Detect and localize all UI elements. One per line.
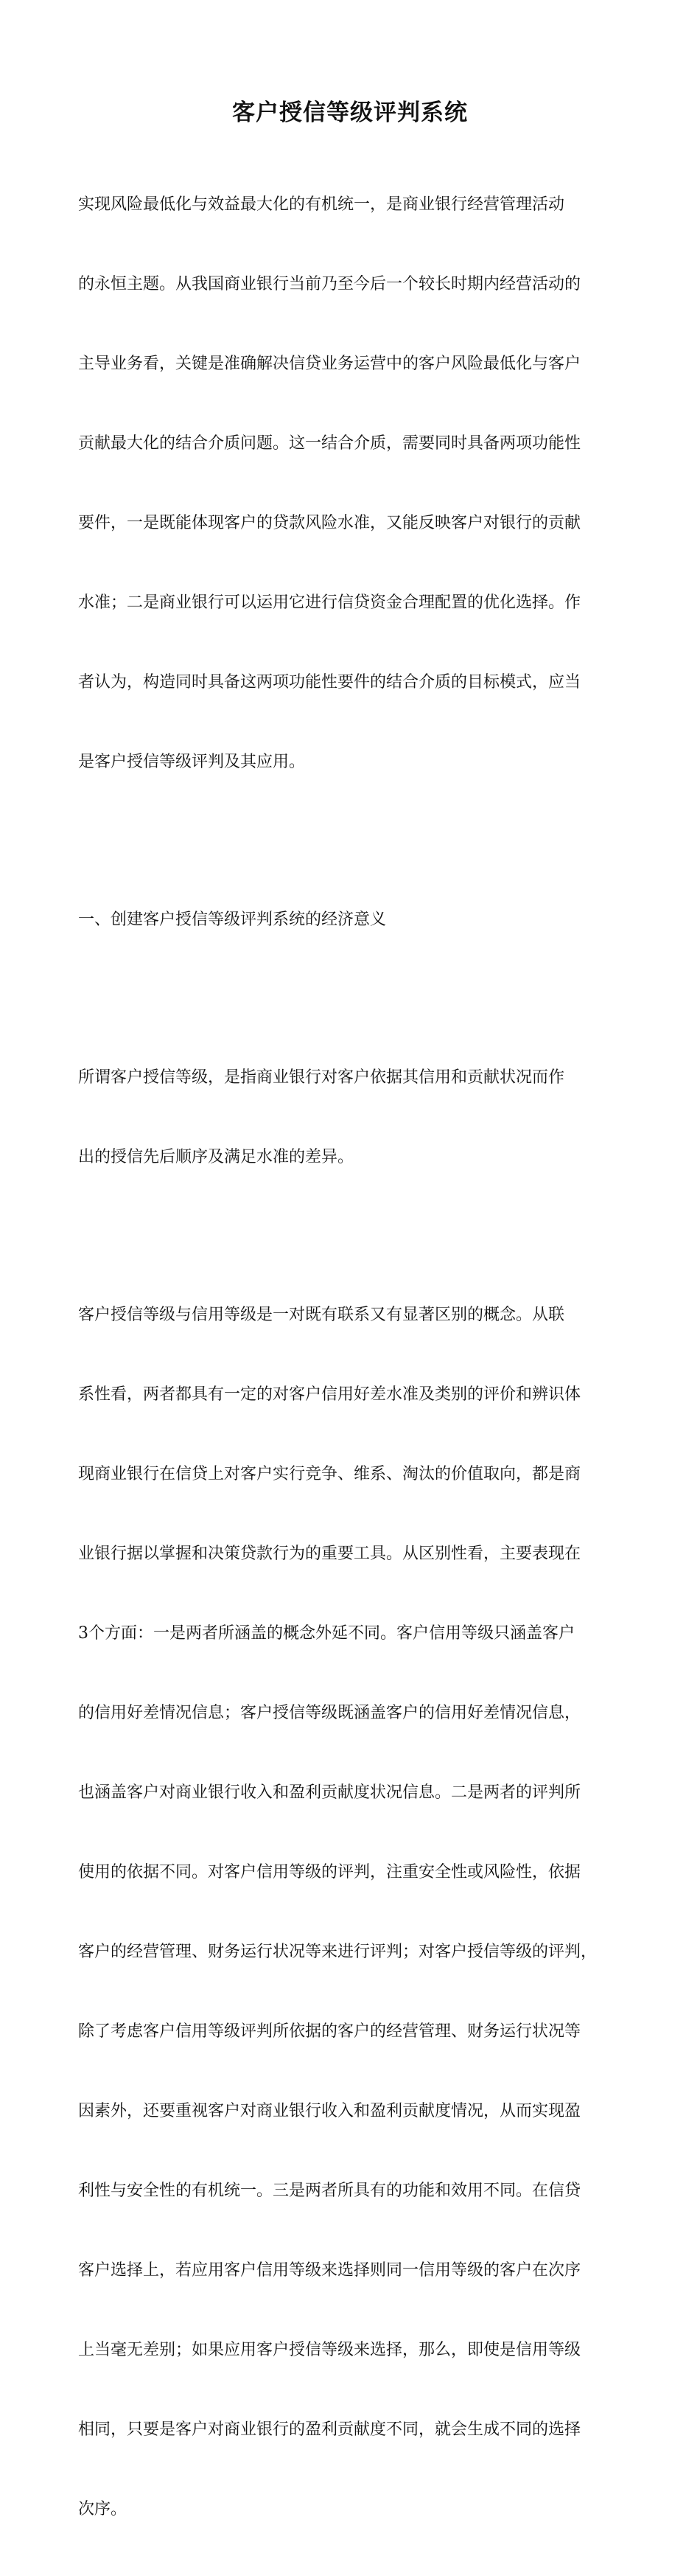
intro-paragraph	[78, 139, 631, 829]
text-line: 3个方面：一是两者所涵盖的概念外延不同。客户信用等级只涵盖客户	[78, 1624, 575, 1643]
text-line: 主导业务看，关键是准确解决信贷业务运营中的客户风险最低化与客户	[78, 355, 581, 373]
text-line: 相同，只要是客户对商业银行的盈利贡献度不同，就会生成不同的选择	[78, 2420, 581, 2439]
text-line: 客户的经营管理、财务运行状况等来进行评判；对客户授信等级的评判，	[78, 1943, 598, 1961]
definition-paragraph	[78, 1012, 631, 1224]
text-line: 也涵盖客户对商业银行收入和盈利贡献度状况信息。二是两者的评判所	[78, 1783, 581, 1802]
text-line: 系性看，两者都具有一定的对客户信用好差水准及类别的评价和辨识体	[78, 1385, 581, 1404]
text-line: 次序。	[78, 2500, 127, 2518]
text-line: 客户授信等级与信用等级是一对既有联系又有显著区别的概念。从联	[78, 1306, 565, 1324]
document-body	[78, 139, 631, 2576]
text-line: 是客户授信等级评判及其应用。	[78, 753, 306, 771]
text-line: 实现风险最低化与效益最大化的有机统一，是商业银行经营管理活动	[78, 195, 565, 214]
text-line: 者认为，构造同时具备这两项功能性要件的结合介质的目标模式，应当	[78, 673, 581, 692]
text-line: 上当毫无差别；如果应用客户授信等级来选择，那么，即使是信用等级	[78, 2341, 581, 2359]
paragraph-gap	[78, 1224, 631, 1249]
text-line: 利性与安全性的有机统一。三是两者所具有的功能和效用不同。在信贷	[78, 2182, 581, 2200]
text-line: 所谓客户授信等级，是指商业银行对客户依据其信用和贡献状况而作	[78, 1068, 565, 1087]
text-line: 使用的依据不同。对客户信用等级的评判，注重安全性或风险性，依据	[78, 1863, 581, 1881]
text-line: 出的授信先后顺序及满足水准的差异。	[78, 1148, 354, 1166]
text-line: 贡献最大化的结合介质问题。这一结合介质，需要同时具备两项功能性	[78, 434, 581, 453]
text-line: 客户选择上，若应用客户信用等级来选择则同一信用等级的客户在次序	[78, 2261, 581, 2280]
text-line: 现商业银行在信贷上对客户实行竞争、维系、淘汰的价值取向，都是商	[78, 1465, 581, 1483]
paragraph-gap	[78, 829, 631, 854]
text-line: 的信用好差情况信息；客户授信等级既涵盖客户的信用好差情况信息，	[78, 1704, 581, 1722]
document-title: 客户授信等级评判系统	[232, 99, 468, 126]
text-line: 除了考虑客户信用等级评判所依据的客户的经营管理、财务运行状况等	[78, 2022, 581, 2041]
paragraph-gap	[78, 986, 631, 1012]
text-line: 要件，一是既能体现客户的贷款风险水准，又能反映客户对银行的贡献	[78, 514, 581, 532]
comparison-paragraph	[78, 1249, 631, 2576]
text-line: 水准；二是商业银行可以运用它进行信贷资金合理配置的优化选择。作	[78, 593, 581, 612]
text-line: 因素外，还要重视客户对商业银行收入和盈利贡献度情况，从而实现盈	[78, 2102, 581, 2120]
text-line: 业银行据以掌握和决策贷款行为的重要工具。从区别性看，主要表现在	[78, 1545, 581, 1563]
text-line: 一、创建客户授信等级评判系统的经济意义	[78, 911, 387, 929]
section-heading	[78, 854, 631, 986]
text-line: 的永恒主题。从我国商业银行当前乃至今后一个较长时期内经营活动的	[78, 275, 581, 293]
